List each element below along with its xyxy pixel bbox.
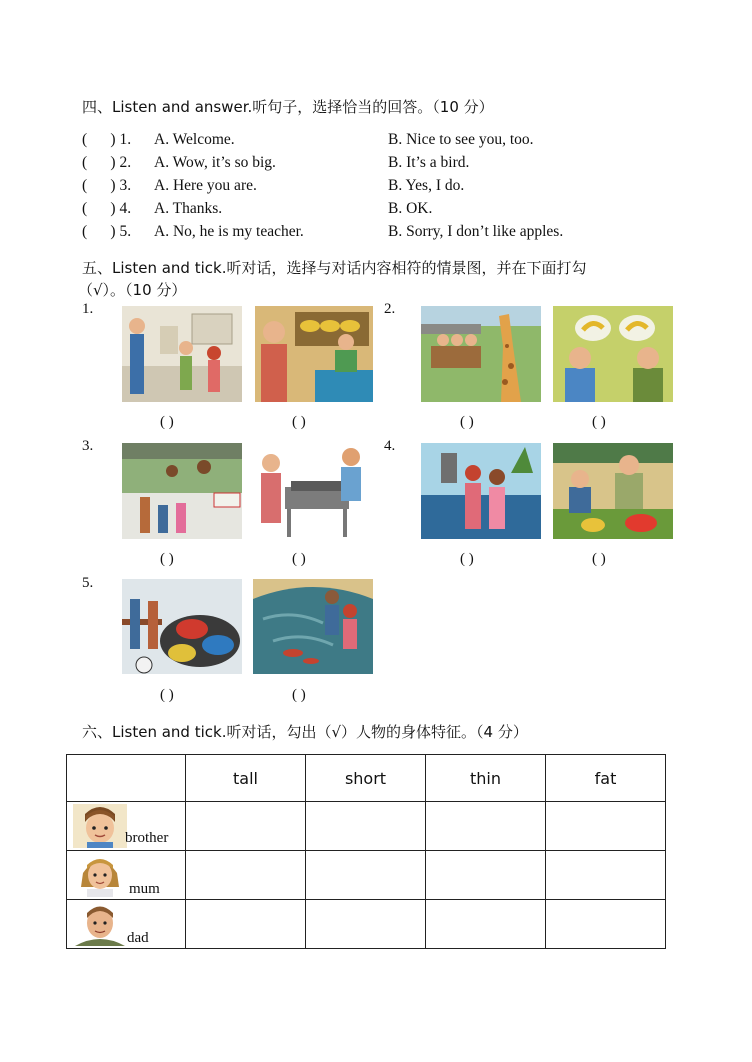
mum-avatar-icon xyxy=(75,853,125,897)
question-number: 5. xyxy=(119,223,132,240)
option-b: B. Sorry, I don’t like apples. xyxy=(388,223,564,240)
answer-blank[interactable]: ( ) xyxy=(292,414,306,430)
question-number: 4. xyxy=(384,438,396,454)
tick-cell-tall[interactable] xyxy=(186,900,306,949)
answer-blank[interactable]: ( ) xyxy=(460,414,474,430)
column-header-tall: tall xyxy=(186,755,306,802)
answer-blank[interactable]: ( ) xyxy=(292,551,306,567)
tick-cell-short[interactable] xyxy=(306,851,426,900)
scene-picture-museum[interactable] xyxy=(122,306,242,402)
question-number: 1. xyxy=(82,301,94,317)
section5-title-line1: 五、Listen and tick.听对话，选择与对话内容相符的情景图，并在下面打勾 xyxy=(82,259,587,277)
tick-cell-fat[interactable] xyxy=(546,802,666,851)
option-b: B. It’s a bird. xyxy=(388,154,470,171)
question-number: 2. xyxy=(119,154,132,171)
question-number: 1. xyxy=(119,131,132,148)
tick-cell-thin[interactable] xyxy=(426,900,546,949)
answer-blank[interactable]: ( ) xyxy=(460,551,474,567)
scene-picture-zoo-giraffe[interactable] xyxy=(421,306,541,402)
answer-blank[interactable]: ( ) xyxy=(82,177,116,194)
section4-item-4 xyxy=(82,200,131,218)
tick-cell-thin[interactable] xyxy=(426,802,546,851)
scene-picture-fruit-shop[interactable] xyxy=(255,306,373,402)
question-number: 3. xyxy=(119,177,132,194)
question-number: 4. xyxy=(119,200,132,217)
row-label-brother: brother xyxy=(125,830,169,846)
row-label-dad: dad xyxy=(127,930,149,946)
column-header-thin: thin xyxy=(426,755,546,802)
answer-blank[interactable]: ( ) xyxy=(82,200,116,217)
section5-title-line2: （√）。（10 分） xyxy=(78,281,187,299)
scene-picture-bananas[interactable] xyxy=(553,306,673,402)
question-number: 3. xyxy=(82,438,94,454)
row-header-mum xyxy=(67,851,186,900)
answer-blank[interactable]: ( ) xyxy=(82,131,116,148)
section6-title: 六、Listen and tick.听对话，勾出（√）人物的身体特征。（4 分） xyxy=(82,723,528,741)
tick-cell-fat[interactable] xyxy=(546,851,666,900)
table-row xyxy=(67,900,666,949)
scene-picture-aquarium[interactable] xyxy=(253,579,373,674)
option-a: A. Wow, it’s so big. xyxy=(154,154,276,171)
column-header-short: short xyxy=(306,755,426,802)
tick-cell-tall[interactable] xyxy=(186,802,306,851)
answer-blank[interactable]: ( ) xyxy=(82,223,116,240)
scene-picture-table-model[interactable] xyxy=(255,443,373,539)
tick-cell-short[interactable] xyxy=(306,900,426,949)
section4-item-2 xyxy=(82,154,131,172)
answer-blank[interactable]: ( ) xyxy=(292,687,306,703)
option-a: A. No, he is my teacher. xyxy=(154,223,304,240)
tick-cell-tall[interactable] xyxy=(186,851,306,900)
option-a: A. Here you are. xyxy=(154,177,257,194)
section4-item-1 xyxy=(82,131,131,149)
option-a: A. Welcome. xyxy=(154,131,235,148)
row-header-brother xyxy=(67,802,186,851)
answer-blank[interactable]: ( ) xyxy=(160,687,174,703)
table-row xyxy=(67,851,666,900)
dad-avatar-icon xyxy=(73,902,127,946)
brother-avatar-icon xyxy=(73,804,127,848)
option-b: B. Nice to see you, too. xyxy=(388,131,534,148)
scene-picture-bumper-cars[interactable] xyxy=(122,579,242,674)
answer-blank[interactable]: ( ) xyxy=(160,414,174,430)
section4-item-5 xyxy=(82,223,131,241)
table-corner-cell xyxy=(67,755,186,802)
question-number: 5. xyxy=(82,575,94,591)
tick-cell-thin[interactable] xyxy=(426,851,546,900)
row-label-mum: mum xyxy=(129,881,160,897)
section4-item-3 xyxy=(82,177,131,195)
scene-picture-monkeys[interactable] xyxy=(122,443,242,539)
row-header-dad xyxy=(67,900,186,949)
answer-blank[interactable]: ( ) xyxy=(592,551,606,567)
option-a: A. Thanks. xyxy=(154,200,223,217)
column-header-fat: fat xyxy=(546,755,666,802)
option-b: B. OK. xyxy=(388,200,433,217)
tick-cell-short[interactable] xyxy=(306,802,426,851)
body-feature-table xyxy=(66,754,666,949)
question-number: 2. xyxy=(384,301,396,317)
scene-picture-living-room[interactable] xyxy=(421,443,541,539)
tick-cell-fat[interactable] xyxy=(546,900,666,949)
answer-blank[interactable]: ( ) xyxy=(160,551,174,567)
table-row xyxy=(67,802,666,851)
answer-blank[interactable]: ( ) xyxy=(82,154,116,171)
scene-picture-fruit-table[interactable] xyxy=(553,443,673,539)
answer-blank[interactable]: ( ) xyxy=(592,414,606,430)
section4-title: 四、Listen and answer.听句子，选择恰当的回答。（10 分） xyxy=(82,98,494,116)
option-b: B. Yes, I do. xyxy=(388,177,465,194)
